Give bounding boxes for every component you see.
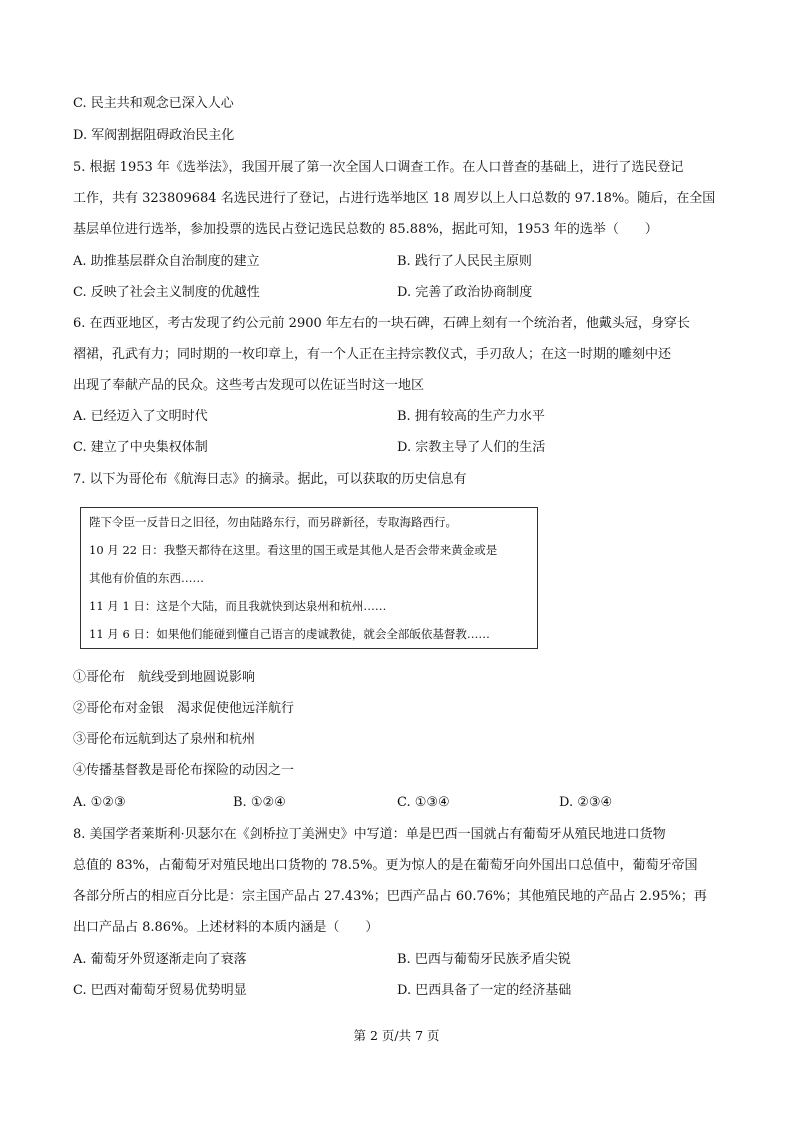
q7-quote-line-1: 陛下令臣一反昔日之旧径，勿由陆路东行，而另辟新径，专取海路西行。 xyxy=(89,515,457,529)
q5-option-a: A. 助推基层群众自治制度的建立 xyxy=(73,254,260,269)
q6-option-a: A. 已经迈入了文明时代 xyxy=(73,409,208,424)
q5-option-b: B. 践行了人民民主原则 xyxy=(397,254,532,269)
q6-stem-line-3: 出现了奉献产品的民众。这些考古发现可以佐证当时这一地区 xyxy=(73,378,425,393)
q7-statement-3: ③哥伦布远航到达了泉州和杭州 xyxy=(73,732,256,747)
q7-stem: 7. 以下为哥伦布《航海日志》的摘录。据此，可以获取的历史信息有 xyxy=(73,472,467,487)
q8-option-d: D. 巴西具备了一定的经济基础 xyxy=(397,983,572,998)
q5-stem-line-1: 5. 根据 1953 年《选举法》，我国开展了第一次全国人口调查工作。在人口普查的基础上，进行了选民登记 xyxy=(73,160,684,175)
q8-option-b: B. 巴西与葡萄牙民族矛盾尖锐 xyxy=(397,952,571,967)
q5-stem-line-3: 基层单位进行选举，参加投票的选民占登记选民总数的 85.88%，据此可知，1953 年的选举（ ） xyxy=(73,222,658,237)
q7-quote-line-2: 10 月 22 日：我整天都待在这里。看这里的国王或是其他人是否会带来黄金或是 xyxy=(89,543,498,557)
q8-option-c: C. 巴西对葡萄牙贸易优势明显 xyxy=(73,983,247,998)
q7-option-a: A. ①②③ xyxy=(73,795,126,810)
q7-option-b: B. ①②④ xyxy=(233,795,286,810)
q7-statement-4: ④传播基督教是哥伦布探险的动因之一 xyxy=(73,763,295,778)
q7-quote-line-5: 11 月 6 日：如果他们能碰到懂自己语言的虔诚教徒，就会全部皈依基督教…… xyxy=(89,627,490,641)
q7-quote-box xyxy=(80,507,538,649)
q7-quote-line-3: 其他有价值的东西…… xyxy=(89,571,204,585)
q4-option-d: D. 军阀割据阻碍政治民主化 xyxy=(73,128,235,143)
q8-stem-line-4: 出口产品占 8.86%。上述材料的本质内涵是（ ） xyxy=(73,920,379,935)
q5-stem-line-2: 工作，共有 323809684 名选民进行了登记，占进行选举地区 18 周岁以上人口总数的 97.18%。随后，在全国 xyxy=(73,191,716,206)
q8-stem-line-1: 8. 美国学者莱斯利·贝瑟尔在《剑桥拉丁美洲史》中写道：单是巴西一国就占有葡萄牙从殖民地进口货物 xyxy=(73,827,666,842)
q7-option-d: D. ②③④ xyxy=(559,795,613,810)
q6-stem-line-1: 6. 在西亚地区，考古发现了约公元前 2900 年左右的一块石碑，石碑上刻有一个统治者，他戴头冠，身穿长 xyxy=(73,316,690,331)
q7-quote-line-4: 11 月 1 日：这是个大陆，而且我就快到达泉州和杭州…… xyxy=(89,599,387,613)
q5-option-d: D. 完善了政治协商制度 xyxy=(397,285,533,300)
q5-option-c: C. 反映了社会主义制度的优越性 xyxy=(73,285,260,300)
q7-statement-2: ②哥伦布对金银 渴求促使他远洋航行 xyxy=(73,701,295,716)
q4-option-c: C. 民主共和观念已深入人心 xyxy=(73,96,234,111)
q6-stem-line-2: 褶裙，孔武有力；同时期的一枚印章上，有一个人正在主持宗教仪式，手刃敌人；在这一时期的雕刻中还 xyxy=(73,347,672,362)
q6-option-b: B. 拥有较高的生产力水平 xyxy=(397,409,545,424)
q7-option-c: C. ①③④ xyxy=(397,795,450,810)
q6-option-c: C. 建立了中央集权体制 xyxy=(73,440,208,455)
page-footer: 第 2 页/共 7 页 xyxy=(353,1028,440,1043)
q8-stem-line-3: 各部分所占的相应百分比是：宗主国产品占 27.43%；巴西产品占 60.76%；其他殖民地的产品占 2.95%；再 xyxy=(73,889,707,904)
q7-statement-1: ①哥伦布 航线受到地圆说影响 xyxy=(73,670,256,685)
q8-option-a: A. 葡萄牙外贸逐渐走向了衰落 xyxy=(73,952,247,967)
q8-stem-line-2: 总值的 83%，占葡萄牙对殖民地出口货物的 78.5%。更为惊人的是在葡萄牙向外国出口总值中，葡萄牙帝国 xyxy=(73,858,698,873)
q6-option-d: D. 宗教主导了人们的生活 xyxy=(397,440,546,455)
